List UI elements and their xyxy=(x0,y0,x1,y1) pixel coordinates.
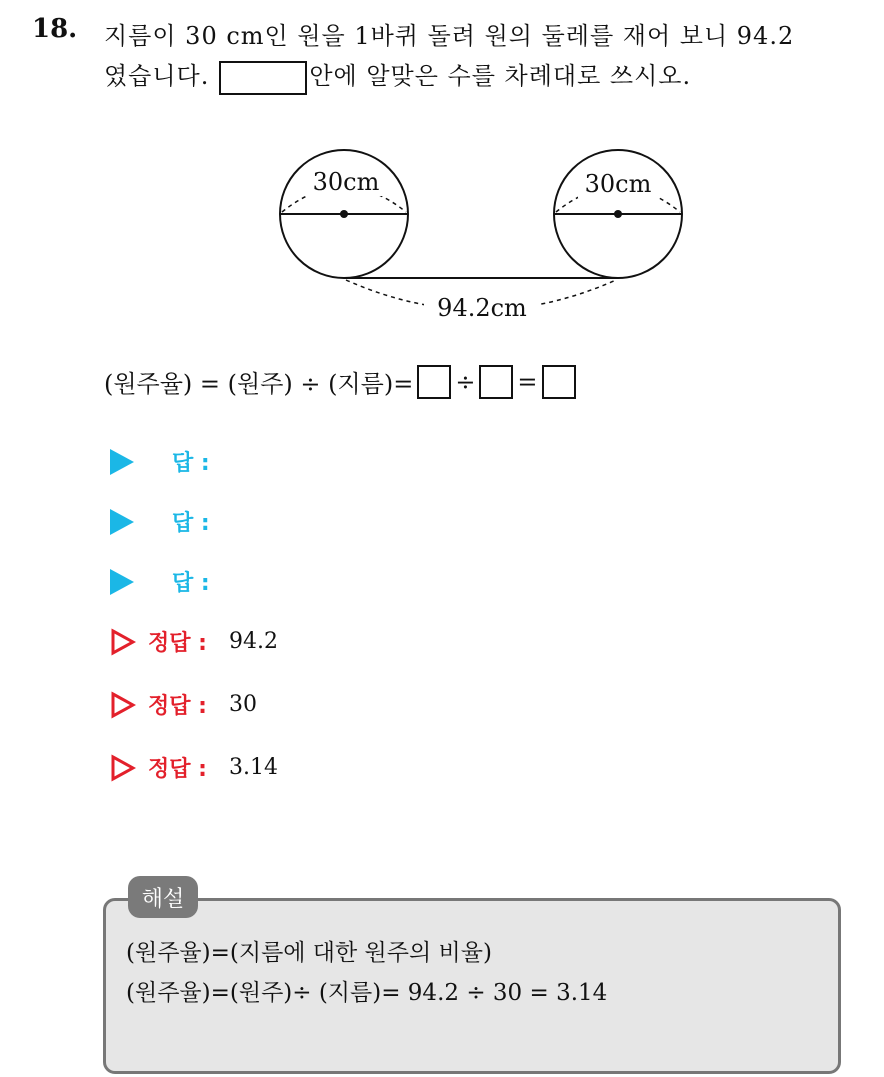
right-center-dot xyxy=(614,210,622,218)
circumference-label: 94.2cm xyxy=(437,294,527,322)
formula-blank-3 xyxy=(542,365,576,399)
question-blank-box xyxy=(219,61,307,95)
outline-triangle-icon xyxy=(110,628,136,656)
correct-answer-value: 94.2 xyxy=(228,629,278,654)
answer-row-2 xyxy=(110,506,210,537)
correct-answer-row-1 xyxy=(110,626,278,657)
question-number: 18. xyxy=(32,14,78,44)
formula-row xyxy=(104,364,580,399)
formula-text: (원주율) = (원주) ÷ (지름)= xyxy=(104,370,414,398)
formula-div-sign: ÷ xyxy=(455,367,476,396)
play-triangle-icon xyxy=(110,569,134,595)
play-triangle-icon xyxy=(110,509,134,535)
correct-answer-label: 정답 : xyxy=(148,631,207,656)
explanation-line-1: (원주율)=(지름에 대한 원주의 비율) xyxy=(126,940,492,966)
question-text-before-blank: 였습니다. xyxy=(104,62,210,90)
correct-answer-value: 3.14 xyxy=(228,755,278,780)
left-diameter-label: 30cm xyxy=(312,168,380,196)
answer-row-3 xyxy=(110,566,210,597)
explanation-line-2: (원주율)=(원주)÷ (지름)= 94.2 ÷ 30 = 3.14 xyxy=(126,980,608,1006)
correct-answer-value: 30 xyxy=(228,692,257,717)
correct-answer-row-2 xyxy=(110,689,257,720)
right-diameter-label: 30cm xyxy=(584,170,652,198)
question-text-line1: 지름이 30 cm인 원을 1바퀴 돌려 원의 둘레를 재어 보니 94.2 xyxy=(104,22,795,50)
play-triangle-icon xyxy=(110,449,134,475)
left-center-dot xyxy=(340,210,348,218)
question-text-line2 xyxy=(104,56,691,95)
outline-triangle-icon xyxy=(110,754,136,782)
explanation-tab: 해설 xyxy=(128,876,198,918)
answer-label: 답 : xyxy=(172,571,210,596)
formula-blank-2 xyxy=(479,365,513,399)
answer-row-1 xyxy=(110,446,210,477)
correct-answer-label: 정답 : xyxy=(148,757,207,782)
question-text-after-blank: 안에 알맞은 수를 차례대로 쓰시오. xyxy=(309,62,692,90)
correct-answer-label: 정답 : xyxy=(148,694,207,719)
answer-label: 답 : xyxy=(172,511,210,536)
formula-blank-1 xyxy=(417,365,451,399)
circle-rolling-figure xyxy=(260,140,700,330)
correct-answer-row-3 xyxy=(110,752,278,783)
answer-label: 답 : xyxy=(172,451,210,476)
outline-triangle-icon xyxy=(110,691,136,719)
formula-eq-sign: = xyxy=(517,367,538,396)
